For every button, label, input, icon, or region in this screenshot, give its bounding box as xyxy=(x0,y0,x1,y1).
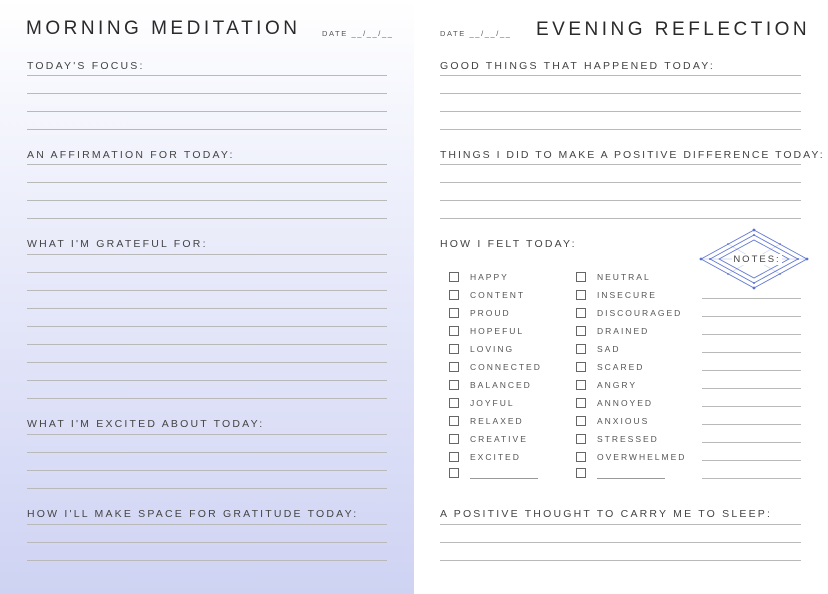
evening-date-field[interactable]: DATE __/__/__ xyxy=(440,29,512,38)
morning-title: MORNING MEDITATION xyxy=(26,18,301,39)
feeling-checkbox[interactable] xyxy=(449,379,532,391)
checkbox-box[interactable] xyxy=(449,416,459,426)
feeling-checkbox[interactable] xyxy=(449,361,542,373)
checkbox-box[interactable] xyxy=(449,362,459,372)
writing-line[interactable] xyxy=(27,290,387,291)
checkbox-box[interactable] xyxy=(449,452,459,462)
feeling-label: SCARED xyxy=(597,362,645,372)
feeling-label: RELAXED xyxy=(470,416,524,426)
feeling-checkbox[interactable] xyxy=(449,451,521,463)
writing-line[interactable] xyxy=(27,488,387,489)
custom-feeling-line[interactable] xyxy=(470,478,538,479)
writing-line[interactable] xyxy=(440,164,801,165)
grateful-label: WHAT I'M GRATEFUL FOR: xyxy=(27,238,208,250)
notes-line[interactable] xyxy=(702,478,801,479)
checkbox-box[interactable] xyxy=(576,326,586,336)
writing-line[interactable] xyxy=(27,362,387,363)
notes-label: NOTES: xyxy=(733,254,781,265)
positive-difference-label: THINGS I DID TO MAKE A POSITIVE DIFFERENCE TODAY: xyxy=(440,149,825,161)
feeling-label: EXCITED xyxy=(470,452,521,462)
writing-line[interactable] xyxy=(27,542,387,543)
custom-feeling-checkbox[interactable] xyxy=(449,467,538,479)
notes-line[interactable] xyxy=(702,424,801,425)
feeling-checkbox[interactable] xyxy=(576,325,649,337)
writing-line[interactable] xyxy=(440,93,801,94)
custom-feeling-line[interactable] xyxy=(597,478,665,479)
notes-line[interactable] xyxy=(702,334,801,335)
feeling-label: HAPPY xyxy=(470,272,509,282)
feeling-label: PROUD xyxy=(470,308,511,318)
feeling-label: NEUTRAL xyxy=(597,272,651,282)
writing-line[interactable] xyxy=(27,272,387,273)
feeling-checkbox[interactable] xyxy=(576,289,657,301)
custom-feeling-checkbox[interactable] xyxy=(576,467,665,479)
writing-line[interactable] xyxy=(27,452,387,453)
feeling-label: ANXIOUS xyxy=(597,416,650,426)
writing-line[interactable] xyxy=(440,111,801,112)
checkbox-box[interactable] xyxy=(449,468,459,478)
writing-line[interactable] xyxy=(27,398,387,399)
writing-line[interactable] xyxy=(27,344,387,345)
checkbox-box[interactable] xyxy=(449,326,459,336)
writing-line[interactable] xyxy=(440,560,801,561)
feeling-label: BALANCED xyxy=(470,380,532,390)
evening-title: EVENING REFLECTION xyxy=(536,19,811,40)
feeling-checkbox[interactable] xyxy=(576,271,651,283)
writing-line[interactable] xyxy=(440,182,801,183)
writing-line[interactable] xyxy=(440,218,801,219)
feeling-checkbox[interactable] xyxy=(576,307,682,319)
writing-line[interactable] xyxy=(27,560,387,561)
writing-line[interactable] xyxy=(27,218,387,219)
morning-date-field[interactable]: DATE __/__/__ xyxy=(322,29,394,38)
feeling-label: INSECURE xyxy=(597,290,657,300)
feeling-label: CONTENT xyxy=(470,290,526,300)
writing-line[interactable] xyxy=(440,542,801,543)
feeling-checkbox[interactable] xyxy=(576,343,620,355)
writing-line[interactable] xyxy=(440,200,801,201)
checkbox-box[interactable] xyxy=(576,290,586,300)
feeling-checkbox[interactable] xyxy=(449,343,514,355)
writing-line[interactable] xyxy=(27,308,387,309)
checkbox-box[interactable] xyxy=(576,452,586,462)
feeling-checkbox[interactable] xyxy=(449,271,509,283)
excited-label: WHAT I'M EXCITED ABOUT TODAY: xyxy=(27,418,265,430)
checkbox-box[interactable] xyxy=(576,380,586,390)
writing-line[interactable] xyxy=(27,182,387,183)
feeling-checkbox[interactable] xyxy=(449,325,524,337)
feeling-checkbox[interactable] xyxy=(576,415,649,427)
writing-line[interactable] xyxy=(27,164,387,165)
notes-line[interactable] xyxy=(702,352,801,353)
feeling-checkbox[interactable] xyxy=(449,307,511,319)
checkbox-box[interactable] xyxy=(449,434,459,444)
checkbox-box[interactable] xyxy=(449,344,459,354)
feeling-checkbox[interactable] xyxy=(576,451,686,463)
feeling-checkbox[interactable] xyxy=(576,433,659,445)
checkbox-box[interactable] xyxy=(576,308,586,318)
feeling-label: CONNECTED xyxy=(470,362,542,372)
writing-line[interactable] xyxy=(440,524,801,525)
feeling-checkbox[interactable] xyxy=(449,415,524,427)
checkbox-box[interactable] xyxy=(449,380,459,390)
writing-line[interactable] xyxy=(440,129,801,130)
feeling-checkbox[interactable] xyxy=(576,379,637,391)
writing-line[interactable] xyxy=(27,111,387,112)
writing-line[interactable] xyxy=(27,380,387,381)
writing-line[interactable] xyxy=(27,254,387,255)
feeling-label: OVERWHELMED xyxy=(597,452,687,462)
writing-line[interactable] xyxy=(27,524,387,525)
good-things-label: GOOD THINGS THAT HAPPENED TODAY: xyxy=(440,60,716,72)
checkbox-box[interactable] xyxy=(449,272,459,282)
notes-line[interactable] xyxy=(702,370,801,371)
writing-line[interactable] xyxy=(27,93,387,94)
notes-line[interactable] xyxy=(702,388,801,389)
notes-line[interactable] xyxy=(702,442,801,443)
felt-label: HOW I FELT TODAY: xyxy=(440,238,577,250)
checkbox-box[interactable] xyxy=(576,468,586,478)
notes-line[interactable] xyxy=(702,460,801,461)
feeling-label: LOVING xyxy=(470,344,515,354)
checkbox-box[interactable] xyxy=(449,290,459,300)
writing-line[interactable] xyxy=(27,326,387,327)
gratitude-space-label: HOW I'LL MAKE SPACE FOR GRATITUDE TODAY: xyxy=(27,508,359,520)
feeling-checkbox[interactable] xyxy=(449,289,525,301)
feeling-checkbox[interactable] xyxy=(576,361,644,373)
feeling-label: SAD xyxy=(597,344,621,354)
feeling-label: HOPEFUL xyxy=(470,326,525,336)
feeling-label: DISCOURAGED xyxy=(597,308,683,318)
todays-focus-label: TODAY'S FOCUS: xyxy=(27,60,145,72)
evening-reflection-page xyxy=(414,0,828,594)
feeling-checkbox[interactable] xyxy=(576,397,653,409)
checkbox-box[interactable] xyxy=(576,272,586,282)
checkbox-box[interactable] xyxy=(449,398,459,408)
checkbox-box[interactable] xyxy=(576,416,586,426)
checkbox-box[interactable] xyxy=(576,362,586,372)
feeling-checkbox[interactable] xyxy=(449,433,528,445)
checkbox-box[interactable] xyxy=(449,308,459,318)
writing-line[interactable] xyxy=(27,434,387,435)
feeling-label: DRAINED xyxy=(597,326,650,336)
checkbox-box[interactable] xyxy=(576,344,586,354)
feeling-label: ANNOYED xyxy=(597,398,654,408)
feeling-label: STRESSED xyxy=(597,434,659,444)
feeling-label: JOYFUL xyxy=(470,398,515,408)
feeling-label: ANGRY xyxy=(597,380,638,390)
notes-line[interactable] xyxy=(702,316,801,317)
feeling-label: CREATIVE xyxy=(470,434,528,444)
writing-line[interactable] xyxy=(27,200,387,201)
notes-line[interactable] xyxy=(702,298,801,299)
writing-line[interactable] xyxy=(27,129,387,130)
checkbox-box[interactable] xyxy=(576,434,586,444)
notes-line[interactable] xyxy=(702,406,801,407)
writing-line[interactable] xyxy=(27,470,387,471)
positive-thought-label: A POSITIVE THOUGHT TO CARRY ME TO SLEEP: xyxy=(440,508,773,520)
writing-line[interactable] xyxy=(440,75,801,76)
affirmation-label: AN AFFIRMATION FOR TODAY: xyxy=(27,149,235,161)
feeling-checkbox[interactable] xyxy=(449,397,515,409)
writing-line[interactable] xyxy=(27,75,387,76)
checkbox-box[interactable] xyxy=(576,398,586,408)
